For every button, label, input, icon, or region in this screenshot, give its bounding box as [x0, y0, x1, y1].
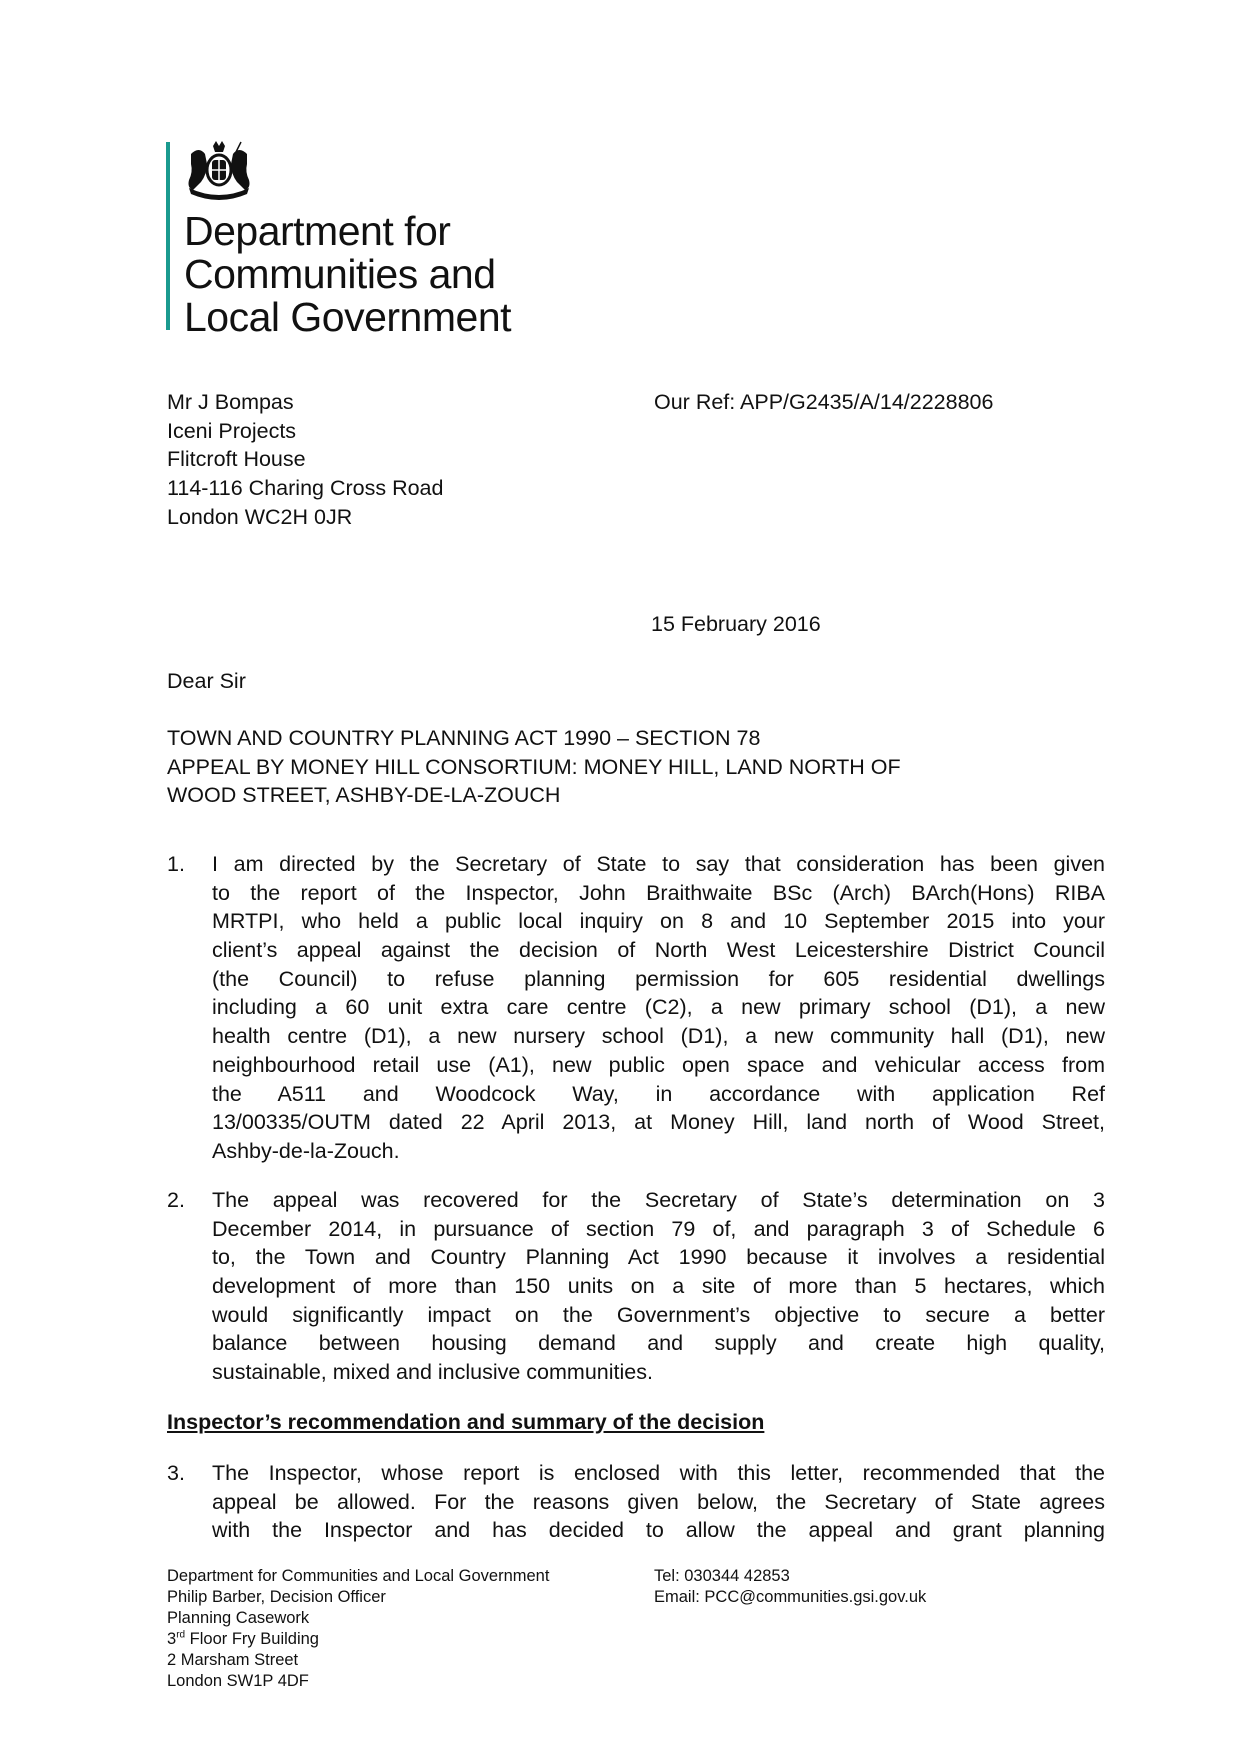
royal-coat-of-arms-icon [183, 140, 255, 202]
paragraph-line: Ashby-de-la-Zouch. [212, 1138, 400, 1163]
paragraph-line: the A511 and Woodcock Way, in accordance with application Ref [212, 1081, 1105, 1106]
floor-number: 3 [167, 1630, 177, 1648]
paragraph-line: (the Council) to refuse planning permission for 605 residential dwellings [212, 966, 1105, 991]
address-line: 114-116 Charing Cross Road [167, 476, 444, 501]
heading-line: TOWN AND COUNTRY PLANNING ACT 1990 – SECTION 78 [167, 726, 761, 750]
logo-line: Department for [184, 208, 451, 254]
paragraph-line: including a 60 unit extra care centre (C2), a new primary school (D1), a new [212, 995, 1105, 1020]
paragraph-body [212, 1186, 1105, 1387]
footer-city: London SW1P 4DF [167, 1672, 309, 1690]
paragraph-number: 1. [167, 852, 185, 876]
letter-heading [167, 724, 901, 810]
paragraph-2 [167, 1186, 1105, 1387]
heading-line: WOOD STREET, ASHBY-DE-LA-ZOUCH [167, 783, 561, 808]
footer-address [167, 1566, 549, 1692]
department-logo-text [184, 210, 511, 339]
footer-unit: Planning Casework [167, 1609, 310, 1627]
footer-floor [167, 1629, 549, 1650]
paragraph-body [212, 850, 1105, 1166]
paragraph-line: I am directed by the Secretary of State to say that consideration has been given [212, 852, 1105, 876]
paragraph-line: The appeal was recovered for the Secretary of State’s determination on 3 [212, 1188, 1105, 1212]
logo-accent-bar [166, 142, 170, 330]
paragraph-line: would significantly impact on the Government’s objective to secure a better [212, 1302, 1105, 1327]
salutation: Dear Sir [167, 669, 246, 693]
paragraph-line: health centre (D1), a new nursery school (D1), a new community hall (D1), new [212, 1024, 1105, 1049]
footer-contact [654, 1566, 926, 1608]
logo-line: Local Government [184, 294, 512, 340]
recipient-address [167, 388, 443, 532]
footer-tel: Tel: 030344 42853 [654, 1567, 790, 1585]
paragraph-line: client’s appeal against the decision of North West Leicestershire District Council [212, 938, 1105, 963]
paragraph-line: 13/00335/OUTM dated 22 April 2013, at Money Hill, land north of Wood Street, [212, 1110, 1105, 1135]
paragraph-line: balance between housing demand and supply and create high quality, [212, 1331, 1105, 1356]
paragraph-line: development of more than 150 units on a site of more than 5 hectares, which [212, 1274, 1105, 1299]
logo-line: Communities and [184, 251, 496, 297]
floor-building: Floor Fry Building [185, 1630, 319, 1648]
paragraph-line: December 2014, in pursuance of section 79 of, and paragraph 3 of Schedule 6 [212, 1216, 1105, 1241]
footer-officer: Philip Barber, Decision Officer [167, 1588, 386, 1606]
paragraph-line: appeal be allowed. For the reasons given below, the Secretary of State agrees [212, 1489, 1105, 1514]
our-reference: Our Ref: APP/G2435/A/14/2228806 [654, 390, 994, 414]
paragraph-line: MRTPI, who held a public local inquiry on 8 and 10 September 2015 into your [212, 909, 1105, 934]
paragraph-line: sustainable, mixed and inclusive communities. [212, 1360, 653, 1385]
address-line: London WC2H 0JR [167, 504, 353, 529]
footer-dept: Department for Communities and Local Government [167, 1567, 550, 1585]
address-line: Mr J Bompas [167, 390, 294, 414]
heading-line: APPEAL BY MONEY HILL CONSORTIUM: MONEY HILL, LAND NORTH OF [167, 754, 901, 779]
section-heading: Inspector’s recommendation and summary of the decision [167, 1410, 765, 1434]
footer-email[interactable]: Email: PCC@communities.gsi.gov.uk [654, 1588, 927, 1606]
paragraph-1 [167, 850, 1105, 1166]
floor-suffix: rd [176, 1629, 186, 1641]
paragraph-line: with the Inspector and has decided to allow the appeal and grant planning [212, 1518, 1105, 1543]
paragraph-number: 2. [167, 1188, 185, 1212]
address-line: Iceni Projects [167, 418, 297, 443]
paragraph-line: to the report of the Inspector, John Braithwaite BSc (Arch) BArch(Hons) RIBA [212, 880, 1105, 905]
paragraph-3 [167, 1459, 1105, 1545]
footer-street: 2 Marsham Street [167, 1651, 299, 1669]
address-line: Flitcroft House [167, 447, 306, 472]
paragraph-line: to, the Town and Country Planning Act 1990 because it involves a residential [212, 1245, 1105, 1270]
paragraph-body [212, 1459, 1105, 1545]
paragraph-number: 3. [167, 1461, 185, 1485]
paragraph-line: The Inspector, whose report is enclosed with this letter, recommended that the [212, 1461, 1105, 1485]
paragraph-line: neighbourhood retail use (A1), new public open space and vehicular access from [212, 1052, 1105, 1077]
letter-date: 15 February 2016 [651, 612, 821, 636]
